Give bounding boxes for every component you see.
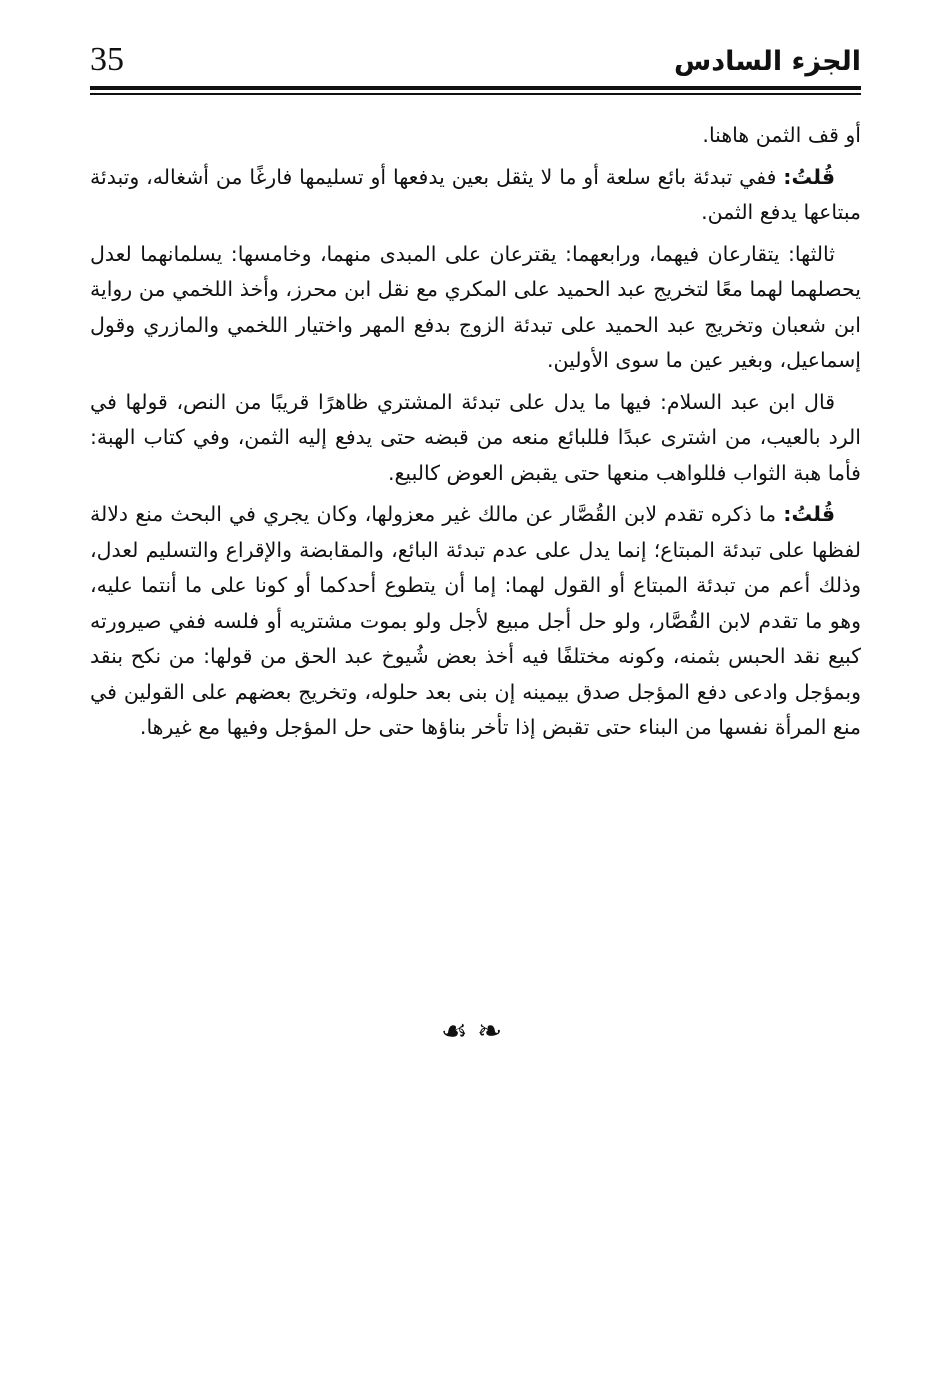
running-title: الجزء السادس	[674, 46, 861, 77]
page-number: 35	[90, 41, 124, 78]
paragraph-2	[90, 160, 861, 231]
paragraph-4	[90, 385, 861, 492]
paragraph-3	[90, 237, 861, 379]
paragraph-text: ففي تبدئة بائع سلعة أو ما لا يثقل بعين يدفعها أو تسليمها فارغًا من أشغاله، وتبدئة مبتاعها يدفع الثمن.	[90, 164, 861, 224]
paragraph-1	[90, 118, 861, 154]
paragraph-text: ثالثها: يتقارعان فيهما، ورابعهما: يقترعان على المبدى منهما، وخامسها: يسلمانهما لعدل يحصلهما لهما معًا لتخريج عبد الحميد على المكري مع نقل ابن محرز، وأخذ اللخمي من رواية ابن شعبان وتخريج عبد الحميد على تبدئة الزوج بدفع المهر واختيار اللخمي والمازري وقول إسماعيل، وبغير عين ما سوى الأولين.	[90, 241, 861, 372]
page-header	[90, 38, 861, 84]
paragraph-text: أو قف الثمن هاهنا.	[702, 123, 861, 147]
paragraph-lead: قُلتُ:	[783, 164, 835, 189]
header-rule-thick	[90, 86, 861, 90]
paragraph-5	[90, 497, 861, 746]
end-ornament: ☙ ❧	[440, 1014, 503, 1049]
header-rule-thin	[90, 93, 861, 95]
body-text	[90, 118, 861, 752]
paragraph-lead: قُلتُ:	[783, 502, 835, 526]
paragraph-text: قال ابن عبد السلام: فيها ما يدل على تبدئة المشتري ظاهرًا قريبًا من النص، قولها في الرد بالعيب، من اشترى عبدًا فللبائع منعه من قبضه حتى يدفع إليه الثمن، وفي كتاب الهبة: فأما هبة الثواب فللواهب منعها حتى يقبض العوض كالبيع.	[90, 389, 861, 485]
paragraph-text: ما ذكره تقدم لابن القُصَّار عن مالك غير معزولها، وكان يجري في البحث منع دلالة لفظها على تبدئة المبتاع؛ إنما يدل على عدم تبدئة البائع، والمقابضة والإقراع والتسليم لعدل، وذلك أعم من تبدئة المبتاع أو القول لهما: إما أن يتطوع أحدكما أو كونا على ما أنتما عليه، وهو ما تقدم لابن القُصَّار، ولو حل أجل مبيع لأجل ولو بموت مشتريه أو فلسه ففي صيرورته كبيع نقد الحبس بثمنه، وكونه مختلفًا فيه أخذ بعض شُيوخ عبد الحق من قولها: من نكح بنقد وبمؤجل وادعى دفع المؤجل صدق بيمينه إن بنى بعد حلوله، وتخريج بعضهم على القولين في منع المرأة نفسها من البناء حتى تقبض إذا تأخر بناؤها حتى حل المؤجل وفيها مع غيرها.	[90, 502, 861, 739]
